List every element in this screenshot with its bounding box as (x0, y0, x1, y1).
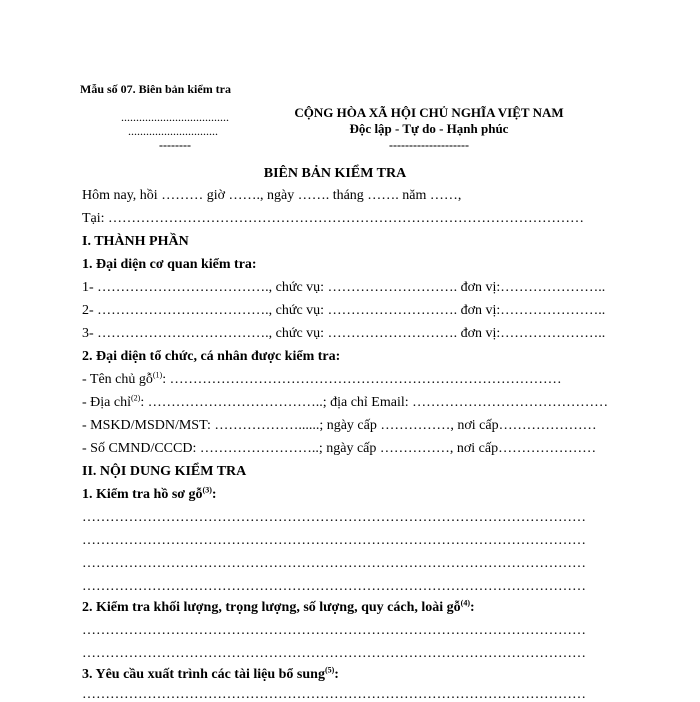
item-1-heading (82, 485, 217, 502)
section-1-heading: I. THÀNH PHẦN (82, 234, 189, 249)
address-label: - Địa chỉ (82, 395, 131, 410)
address-footnote: (2) (130, 393, 141, 403)
nation-title: CỘNG HÒA XÃ HỘI CHỦ NGHĨA VIỆT NAM (294, 105, 564, 120)
item-1-footnote: (3) (202, 485, 212, 495)
item-3-label: 3. Yêu cầu xuất trình các tài liệu bổ sung (82, 667, 325, 682)
date-line: Hôm nay, hồi ……… giờ ……., ngày ……. tháng ……. năm ……, (82, 188, 462, 203)
item-3-footnote: (5) (324, 665, 335, 675)
owner-line (82, 370, 562, 387)
document-title: BIÊN BẢN KIỂM TRA (263, 166, 407, 181)
mskd-line: - MSKD/MSDN/MST: ………………......; ngày cấp ……………, nơi cấp………………… (82, 418, 597, 433)
item-1-fill-line: ……………………………………………………………………………………………… (82, 579, 586, 594)
item-3-heading (82, 665, 339, 682)
inspector-member-1: 1- ………………………………., chức vụ: ………………………. đơn vị:………………….. (82, 280, 606, 295)
item-1-fill-line: ……………………………………………………………………………………………… (82, 556, 586, 571)
item-3-fill-line: ……………………………………………………………………………………………… (82, 687, 586, 702)
item-3-colon: : (334, 667, 339, 682)
item-1-fill-line: ……………………………………………………………………………………………… (82, 533, 586, 548)
inspector-member-2: 2- ………………………………., chức vụ: ………………………. đơn vị:………………….. (82, 303, 606, 318)
item-2-fill-line: ……………………………………………………………………………………………… (82, 623, 586, 638)
nation-motto: Độc lập - Tự do - Hạnh phúc (349, 121, 509, 136)
location-line: Tại: ………………………………………………………………………………………… (82, 211, 585, 226)
section-2-heading: II. NỘI DUNG KIỂM TRA (82, 464, 247, 479)
section-1-sub-2: 2. Đại diện tổ chức, cá nhân được kiểm tra: (82, 349, 341, 364)
agency-name-line2: .............................. (128, 124, 218, 138)
cmnd-line: - Số CMND/CCCD: ……………………..; ngày cấp ……………, nơi cấp………………… (82, 441, 597, 456)
owner-fill: : ………………………………………………………………………… (162, 372, 562, 387)
item-2-heading (82, 598, 475, 615)
item-2-fill-line: ……………………………………………………………………………………………… (82, 646, 586, 661)
item-2-colon: : (469, 600, 475, 615)
motto-divider: -------------------- (389, 138, 469, 152)
owner-footnote: (1) (152, 370, 163, 380)
owner-label: - Tên chủ gỗ (82, 372, 153, 387)
item-1-label: 1. Kiểm tra hồ sơ gỗ (82, 487, 203, 502)
address-line (82, 393, 609, 410)
inspector-member-3: 3- ………………………………., chức vụ: ………………………. đơn vị:………………….. (82, 326, 606, 341)
item-2-label: 2. Kiểm tra khối lượng, trọng lượng, số lượng, quy cách, loài gỗ (82, 600, 461, 615)
item-2-footnote: (4) (460, 598, 470, 608)
item-1-colon: : (211, 487, 217, 502)
section-1-sub-1: 1. Đại diện cơ quan kiểm tra: (82, 257, 257, 272)
agency-name-line1: .................................... (121, 110, 229, 124)
form-number: Mẫu số 07. Biên bản kiểm tra (80, 82, 232, 96)
agency-divider: -------- (159, 138, 191, 152)
item-1-fill-line: ……………………………………………………………………………………………… (82, 510, 586, 525)
address-fill: : ………………………………..; địa chỉ Email: …………………………………… (140, 395, 609, 410)
